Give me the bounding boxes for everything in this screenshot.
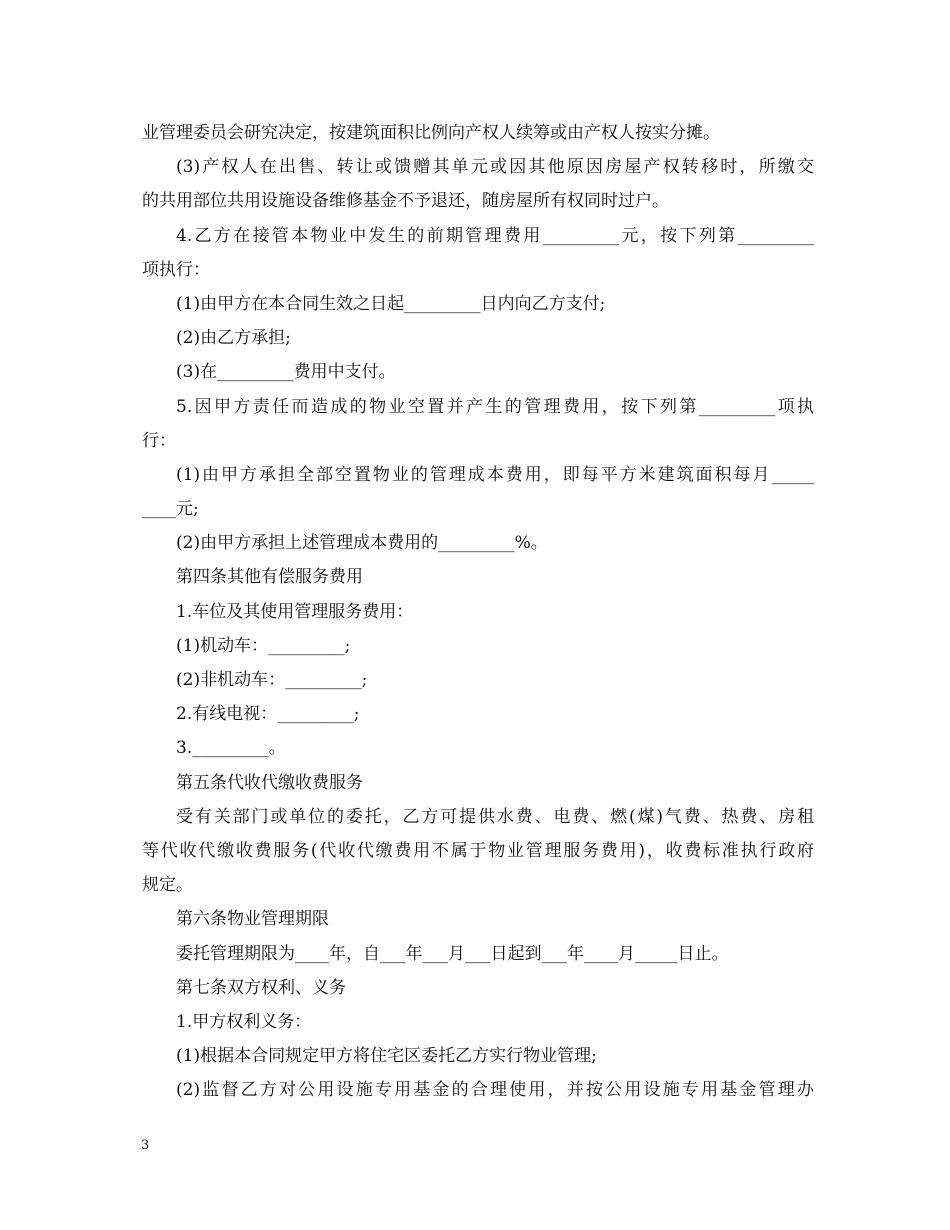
- text-line: (2)非机动车：_________;: [176, 670, 368, 690]
- text-line: 委托管理期限为____年，自___年___月___日起到___年____月_____日止。: [176, 943, 729, 964]
- text-line: 项执行：: [142, 259, 210, 280]
- text-line: 4.乙方在接管本物业中发生的前期管理费用_________元，按下列第_________: [176, 225, 814, 246]
- text-line: 2.有线电视：_________;: [176, 704, 360, 725]
- text-line: (1)由甲方承担全部空置物业的管理成本费用，即每平方米建筑面积每月_____: [176, 464, 814, 485]
- text-line: 的共用部位共用设施设备维修基金不予退还，随房屋所有权同时过户。: [142, 191, 669, 212]
- text-line: 第六条物业管理期限: [176, 909, 329, 930]
- text-line: 1.车位及其使用管理服务费用：: [176, 601, 414, 622]
- text-line: 业管理委员会研究决定，按建筑面积比例向产权人续筹或由产权人按实分摊。: [142, 123, 720, 143]
- text-line: (2)监督乙方对公用设施专用基金的合理使用，并按公用设施专用基金管理办: [176, 1080, 814, 1101]
- text-line: 3._________。: [176, 738, 286, 759]
- text-line: 等代收代缴收费服务(代收代缴费用不属于物业管理服务费用)，收费标准执行政府: [142, 840, 814, 861]
- text-line: 1.甲方权利义务：: [176, 1011, 312, 1032]
- page-number: 3: [141, 1138, 150, 1153]
- text-line: 受有关部门或单位的委托，乙方可提供水费、电费、燃(煤)气费、热费、房租: [176, 806, 814, 827]
- text-line: 规定。: [142, 875, 193, 896]
- text-line: (2)由甲方承担上述管理成本费用的_________%。: [176, 533, 548, 554]
- text-line: 行：: [142, 430, 176, 451]
- text-line: 第五条代收代缴收费服务: [176, 772, 363, 793]
- text-line: (3)在_________费用中支付。: [176, 362, 396, 383]
- text-line: (1)根据本合同规定甲方将住宅区委托乙方实行物业管理;: [176, 1046, 597, 1067]
- text-line: ____元;: [142, 499, 199, 520]
- text-line: (1)由甲方在本合同生效之日起_________日内向乙方支付;: [176, 293, 606, 314]
- text-line: 第七条双方权利、义务: [176, 977, 346, 998]
- text-line: (1)机动车：_________;: [176, 635, 351, 656]
- text-line: (2)由乙方承担;: [176, 328, 291, 349]
- text-line: (3)产权人在出售、转让或馈赠其单元或因其他原因房屋产权转移时，所缴交: [176, 157, 814, 178]
- document-body: [142, 116, 814, 1107]
- text-line: 5.因甲方责任而造成的物业空置并产生的管理费用，按下列第_________项执: [176, 396, 814, 417]
- text-line: 第四条其他有偿服务费用: [176, 567, 363, 588]
